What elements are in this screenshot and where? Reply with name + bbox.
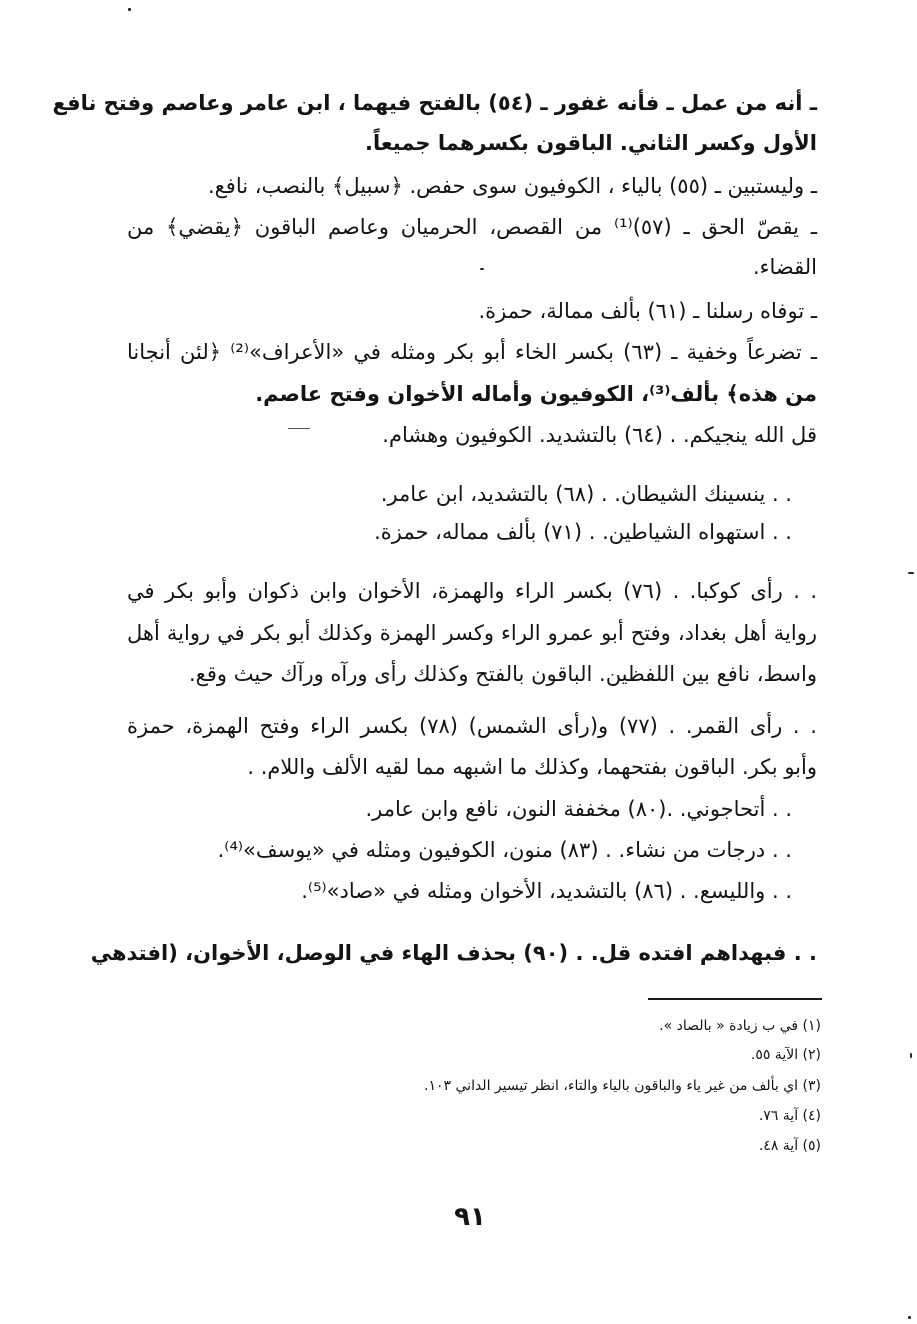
text-line-1: ـ أنه من عمل ـ فأنه غفور ـ (٥٤) بالفتح فيهما ، ابن عامر وعاصم وفتح نافع xyxy=(52,91,817,115)
text-line-16: وأبو بكر. الباقون بفتحهما، وكذلك ما اشبهه مما لقيه الألف واللام. . xyxy=(247,755,817,779)
text-line-18: . . درجات من نشاء. . (٨٣) منون، الكوفيون ومثله في «يوسف»⁽⁴⁾. xyxy=(217,838,792,862)
text-line-12: . . رأى كوكبا. . (٧٦) بكسر الراء والهمزة، الأخوان وابن ذكوان وأبو بكر في xyxy=(127,579,817,603)
scan-speck xyxy=(908,572,914,574)
text-line-17: . . أتحاجوني. .(٨٠) مخففة النون، نافع وابن عامر. xyxy=(365,797,792,821)
scan-speck xyxy=(908,1316,911,1319)
text-line-8: من هذه﴾ بألف⁽³⁾، الكوفيون وأماله الأخوان وفتح عاصم. xyxy=(255,382,817,406)
text-line-6: ـ توفاه رسلنا ـ (٦١) بألف ممالة، حمزة. xyxy=(478,299,817,323)
footnote-2: (٢) الآية ٥٥. xyxy=(750,1047,821,1063)
text-line-3: ـ وليستبين ـ (٥٥) بالياء ، الكوفيون سوى حفص. ﴿سبيل﴾ بالنصب، نافع. xyxy=(207,174,817,198)
text-line-15: . . رأى القمر. . (٧٧) و(رأى الشمس) (٧٨) بكسر الراء وفتح الهمزة، حمزة xyxy=(127,714,817,738)
page-number: ٩١ xyxy=(454,1202,486,1232)
text-line-13: رواية أهل بغداد، وفتح أبو عمرو الراء وكسر الهمزة وكذلك أبو بكر في رواية أهل xyxy=(127,621,817,645)
text-line-7: ـ تضرعاً وخفية ـ (٦٣) بكسر الخاء أبو بكر ومثله في «الأعراف»⁽²⁾ ﴿لئن أنجانا xyxy=(127,340,817,364)
footnote-4: (٤) آية ٧٦. xyxy=(758,1108,821,1124)
scan-speck xyxy=(288,428,310,429)
scan-speck xyxy=(910,1053,912,1058)
text-line-10: . . ينسينك الشيطان. . (٦٨) بالتشديد، ابن عامر. xyxy=(380,482,792,506)
text-line-4: ـ يقصّ الحق ـ (٥٧)⁽¹⁾ من القصص، الحرميان وعاصم الباقون ﴿يقضي﴾ من xyxy=(127,215,817,239)
text-line-5: القضاء. xyxy=(752,255,817,279)
text-line-9: قل الله ينجيكم. . (٦٤) بالتشديد. الكوفيون وهشام. xyxy=(382,423,817,447)
text-line-19: . . والليسع. . (٨٦) بالتشديد، الأخوان ومثله في «صاد»⁽⁵⁾. xyxy=(301,879,792,903)
text-line-20: . . فبهداهم افتده قل. . (٩٠) بحذف الهاء في الوصل، الأخوان، (افتدهي xyxy=(90,941,817,965)
footnote-3: (٣) اي بألف من غير ياء والباقون بالياء والتاء، انظر تيسير الداني ١٠٣. xyxy=(424,1078,821,1094)
footnote-1: (١) في ب زيادة « بالصاد ». xyxy=(659,1018,821,1034)
text-line-2: الأول وكسر الثاني. الباقون بكسرهما جميعاً. xyxy=(365,131,817,155)
footnote-5: (٥) آية ٤٨. xyxy=(758,1138,821,1154)
text-line-14: واسط، نافع بين اللفظين. الباقون بالفتح وكذلك رأى ورآه ورآك حيث وقع. xyxy=(189,662,817,686)
text-line-11: . . استهواه الشياطين. . (٧١) بألف مماله، حمزة. xyxy=(374,520,792,544)
footnote-separator xyxy=(648,998,822,1000)
scan-speck xyxy=(480,268,484,270)
scan-speck xyxy=(128,8,131,11)
